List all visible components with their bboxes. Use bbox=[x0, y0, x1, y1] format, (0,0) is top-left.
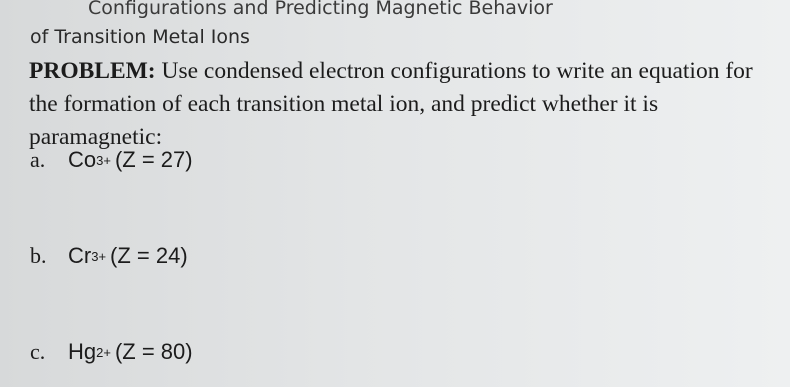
slide-title-line-1: Configurations and Predicting Magnetic Behavior bbox=[88, 0, 553, 19]
problem-item-b bbox=[30, 243, 188, 269]
ion-symbol: Hg bbox=[68, 339, 97, 364]
item-label: c. bbox=[30, 339, 46, 364]
slide-title-line-2: of Transition Metal Ions bbox=[30, 26, 250, 48]
atomic-number: (Z = 24) bbox=[110, 243, 188, 268]
ion-charge: 3+ bbox=[96, 153, 111, 168]
item-label: a. bbox=[30, 147, 46, 172]
atomic-number: (Z = 80) bbox=[114, 339, 193, 364]
ion-charge: 3+ bbox=[91, 249, 107, 264]
slide-title bbox=[30, 0, 780, 52]
problem-statement bbox=[29, 55, 774, 154]
ion-charge: 2+ bbox=[96, 345, 111, 360]
item-label: b. bbox=[30, 243, 47, 268]
atomic-number: (Z = 27) bbox=[114, 147, 193, 172]
problem-text: Use condensed electron configurations to write an equation for the formation of each transition metal ion, and predict whether it is paramagnetic: bbox=[29, 58, 753, 150]
problem-label: PROBLEM: bbox=[29, 58, 156, 84]
problem-item-a bbox=[30, 147, 193, 173]
ion-symbol: Cr bbox=[68, 243, 92, 268]
ion-symbol: Co bbox=[68, 147, 97, 172]
problem-item-c bbox=[30, 339, 193, 365]
